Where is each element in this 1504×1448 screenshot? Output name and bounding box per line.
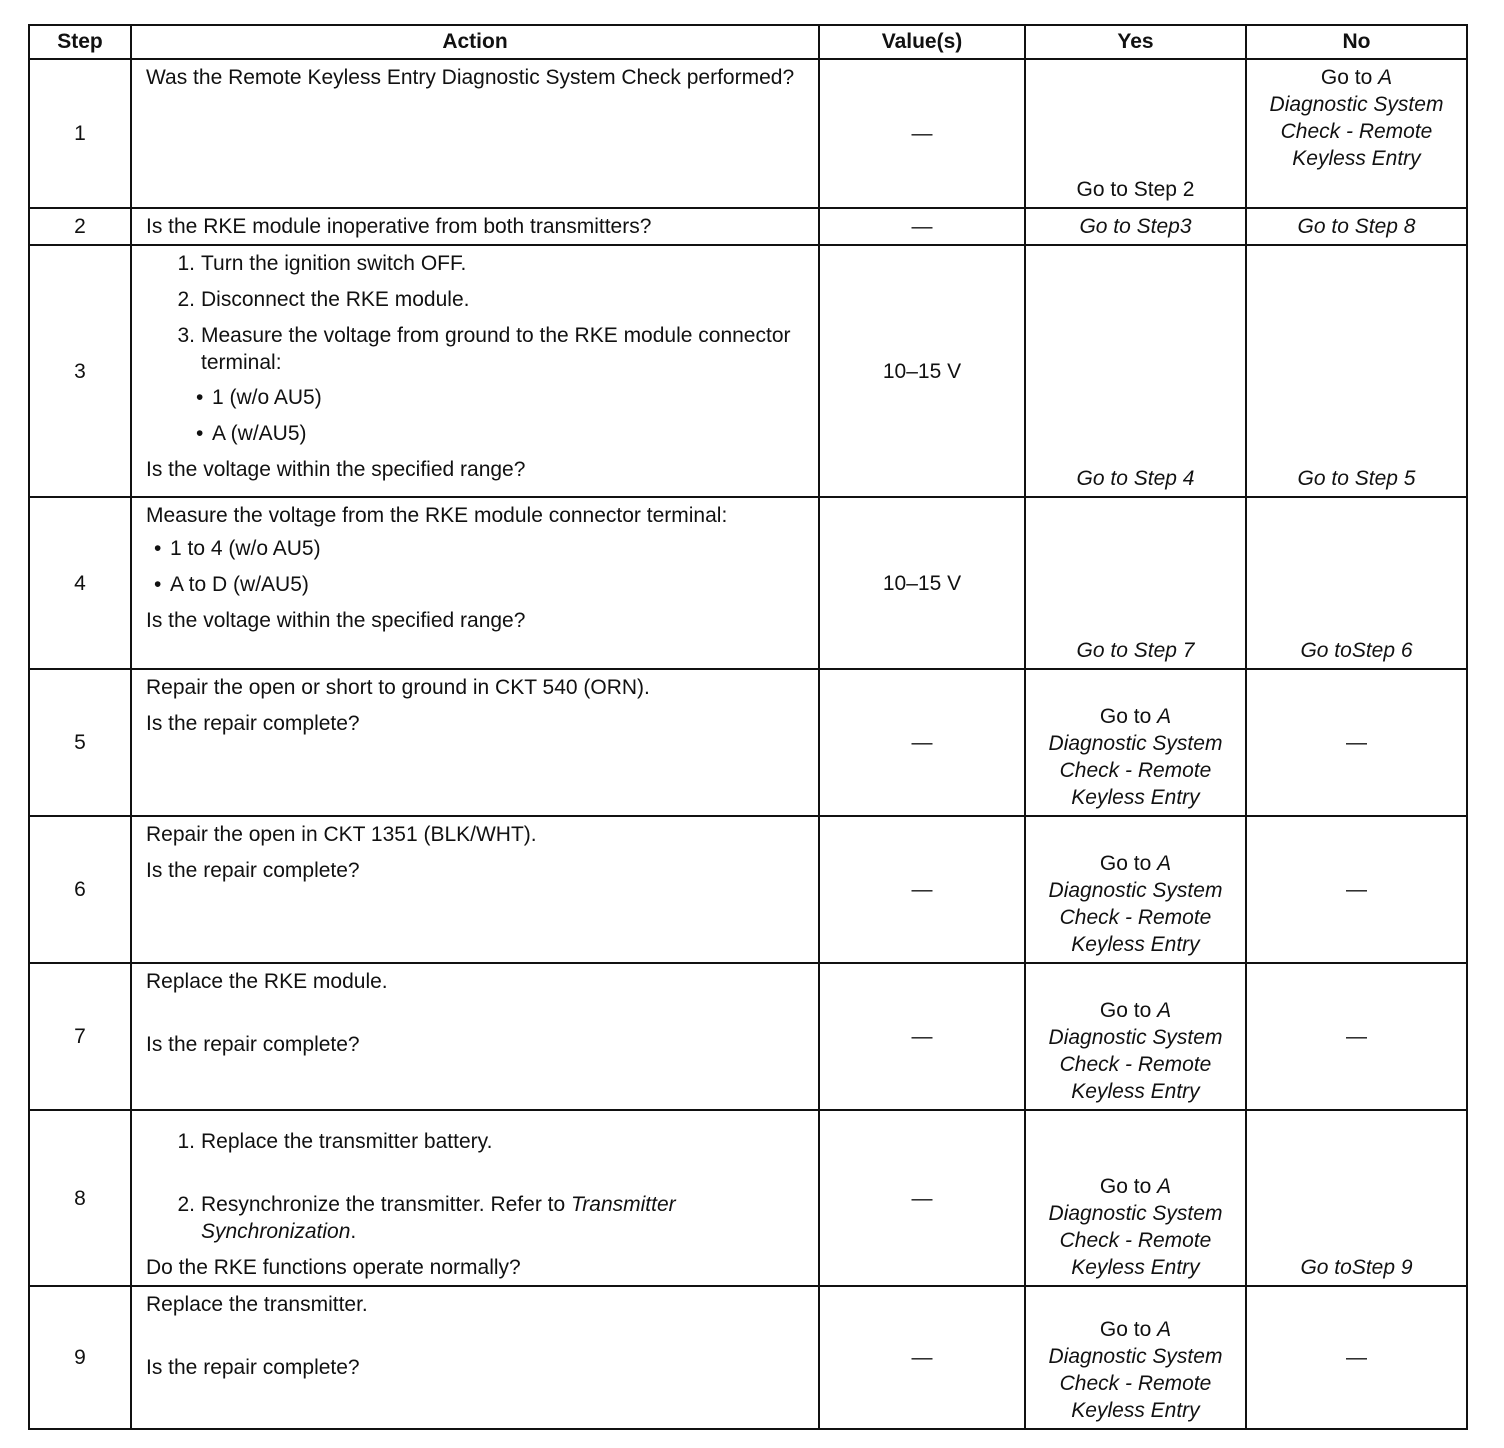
- table-row: [29, 245, 1467, 497]
- step-num: 2.: [177, 288, 195, 311]
- yes-link[interactable]: Go to Step3: [1079, 215, 1192, 238]
- goto-a: A: [1157, 999, 1172, 1022]
- step-number: 7: [29, 963, 131, 1110]
- table-row: [29, 1286, 1467, 1429]
- goto-prefix: Go to: [1099, 1175, 1158, 1198]
- action-step: [177, 1128, 810, 1155]
- table-row: [29, 59, 1467, 208]
- action-question: Was the Remote Keyless Entry Diagnostic System Check performed?: [146, 66, 795, 89]
- table-row: [29, 208, 1467, 245]
- yes-link[interactable]: Go to Step 4: [1076, 467, 1195, 490]
- step-number: 9: [29, 1286, 131, 1429]
- goto-prefix: Go to: [1099, 999, 1158, 1022]
- yes-cell: [1025, 669, 1246, 816]
- action-question: Is the voltage within the specified range?: [146, 458, 526, 481]
- yes-link[interactable]: [1049, 705, 1223, 809]
- step-number: 2: [29, 208, 131, 245]
- value-cell: —: [819, 816, 1025, 963]
- step-num: 1.: [177, 1130, 195, 1153]
- table-row: [29, 497, 1467, 669]
- action-step: [177, 286, 810, 313]
- list-item: • A (w/AU5): [212, 420, 810, 447]
- value-cell: —: [819, 1110, 1025, 1286]
- action-question: Is the repair complete?: [146, 859, 360, 882]
- yes-link[interactable]: [1049, 1175, 1223, 1279]
- action-step: [177, 250, 810, 277]
- step-number: 3: [29, 245, 131, 497]
- goto-ref: Diagnostic System Check - Remote Keyless Entry: [1048, 1345, 1223, 1422]
- step-number: 6: [29, 816, 131, 963]
- goto-ref: Diagnostic System Check - Remote Keyless Entry: [1269, 93, 1444, 170]
- step-num: 3.: [177, 324, 195, 347]
- step-num: 1.: [177, 252, 195, 275]
- action-cell: [131, 245, 819, 497]
- action-question: Is the repair complete?: [146, 1033, 360, 1056]
- value-cell: 10–15 V: [819, 245, 1025, 497]
- action-step: [177, 1191, 810, 1245]
- step-number: 4: [29, 497, 131, 669]
- goto-ref: Diagnostic System Check - Remote Keyless Entry: [1048, 1026, 1223, 1103]
- no-link[interactable]: [1270, 66, 1444, 170]
- value-cell: —: [819, 208, 1025, 245]
- action-step: [177, 322, 810, 376]
- goto-ref: Diagnostic System Check - Remote Keyless Entry: [1048, 732, 1223, 809]
- no-cell: [1246, 59, 1467, 208]
- yes-link[interactable]: Go to Step 7: [1076, 639, 1195, 662]
- header-action: Action: [131, 25, 819, 59]
- action-question: Is the voltage within the specified range?: [146, 609, 526, 632]
- step-text: Disconnect the RKE module.: [201, 288, 470, 311]
- no-cell: —: [1246, 669, 1467, 816]
- action-cell: [131, 1286, 819, 1429]
- terminal-list: [146, 535, 810, 598]
- action-cell: [131, 669, 819, 816]
- action-cell: [131, 816, 819, 963]
- no-cell: —: [1246, 1286, 1467, 1429]
- goto-prefix: Go to: [1099, 1318, 1158, 1341]
- header-row: [29, 25, 1467, 59]
- diagnostic-table: [28, 24, 1468, 1430]
- step-text-end: .: [350, 1220, 357, 1243]
- goto-ref: Diagnostic System Check - Remote Keyless Entry: [1048, 1202, 1223, 1279]
- yes-cell: [1025, 1110, 1246, 1286]
- no-link[interactable]: Go toStep 6: [1300, 639, 1413, 662]
- action-cell: [131, 497, 819, 669]
- yes-cell: [1025, 245, 1246, 497]
- no-cell: [1246, 497, 1467, 669]
- yes-cell: [1025, 497, 1246, 669]
- action-steps: [146, 250, 810, 376]
- list-item: • 1 (w/o AU5): [212, 384, 810, 411]
- no-link[interactable]: Go to Step 8: [1297, 215, 1416, 238]
- yes-cell: [1025, 963, 1246, 1110]
- header-values: Value(s): [819, 25, 1025, 59]
- action-question: Is the repair complete?: [146, 1356, 360, 1379]
- list-item: • 1 to 4 (w/o AU5): [170, 535, 810, 562]
- action-instruction: Replace the RKE module.: [146, 970, 388, 993]
- action-cell: [131, 59, 819, 208]
- yes-link[interactable]: [1049, 999, 1223, 1103]
- header-step: Step: [29, 25, 131, 59]
- action-question: Do the RKE functions operate normally?: [146, 1256, 521, 1279]
- table-row: [29, 963, 1467, 1110]
- action-question: Is the repair complete?: [146, 712, 360, 735]
- no-cell: —: [1246, 816, 1467, 963]
- value-cell: —: [819, 1286, 1025, 1429]
- table-row: [29, 1110, 1467, 1286]
- list-item: • A to D (w/AU5): [170, 571, 810, 598]
- action-instruction: Repair the open in CKT 1351 (BLK/WHT).: [146, 823, 537, 846]
- yes-link[interactable]: [1049, 1318, 1223, 1422]
- step-text: Resynchronize the transmitter. Refer to: [201, 1193, 571, 1216]
- value-cell: —: [819, 59, 1025, 208]
- no-cell: —: [1246, 963, 1467, 1110]
- value-cell: 10–15 V: [819, 497, 1025, 669]
- action-cell: [131, 1110, 819, 1286]
- goto-ref: Diagnostic System Check - Remote Keyless Entry: [1048, 879, 1223, 956]
- step-text: Measure the voltage from ground to the RKE module connector terminal:: [201, 324, 791, 374]
- action-instruction: Repair the open or short to ground in CKT 540 (ORN).: [146, 676, 650, 699]
- header-yes: Yes: [1025, 25, 1246, 59]
- no-cell: [1246, 245, 1467, 497]
- action-cell: [131, 963, 819, 1110]
- yes-cell: [1025, 816, 1246, 963]
- value-cell: —: [819, 963, 1025, 1110]
- action-cell: [131, 208, 819, 245]
- step-text: Turn the ignition switch OFF.: [201, 252, 467, 275]
- step-number: 5: [29, 669, 131, 816]
- table-row: [29, 816, 1467, 963]
- goto-a: A: [1157, 1175, 1172, 1198]
- no-cell: [1246, 1110, 1467, 1286]
- goto-prefix: Go to: [1099, 705, 1158, 728]
- action-instruction: Replace the transmitter.: [146, 1293, 368, 1316]
- goto-a: A: [1157, 705, 1172, 728]
- no-link[interactable]: Go toStep 9: [1300, 1256, 1413, 1279]
- action-intro: Measure the voltage from the RKE module connector terminal:: [146, 504, 728, 527]
- yes-cell: [1025, 1286, 1246, 1429]
- goto-a: A: [1378, 66, 1393, 89]
- step-num: 2.: [177, 1193, 195, 1216]
- reference-link[interactable]: Transmitter Synchronization: [201, 1193, 676, 1243]
- goto-a: A: [1157, 1318, 1172, 1341]
- action-question: Is the RKE module inoperative from both transmitters?: [146, 215, 652, 238]
- value-cell: —: [819, 669, 1025, 816]
- no-cell: [1246, 208, 1467, 245]
- no-link[interactable]: Go to Step 5: [1297, 467, 1416, 490]
- yes-cell: [1025, 208, 1246, 245]
- yes-link[interactable]: [1049, 852, 1223, 956]
- goto-prefix: Go to: [1099, 852, 1158, 875]
- table-row: [29, 669, 1467, 816]
- goto-prefix: Go to: [1320, 66, 1379, 89]
- goto-a: A: [1157, 852, 1172, 875]
- header-no: No: [1246, 25, 1467, 59]
- step-number: 8: [29, 1110, 131, 1286]
- yes-cell: [1025, 59, 1246, 208]
- step-number: 1: [29, 59, 131, 208]
- terminal-list: [146, 384, 810, 447]
- yes-link[interactable]: Go to Step 2: [1076, 178, 1195, 201]
- step-text: Replace the transmitter battery.: [201, 1130, 493, 1153]
- action-steps: [146, 1128, 810, 1245]
